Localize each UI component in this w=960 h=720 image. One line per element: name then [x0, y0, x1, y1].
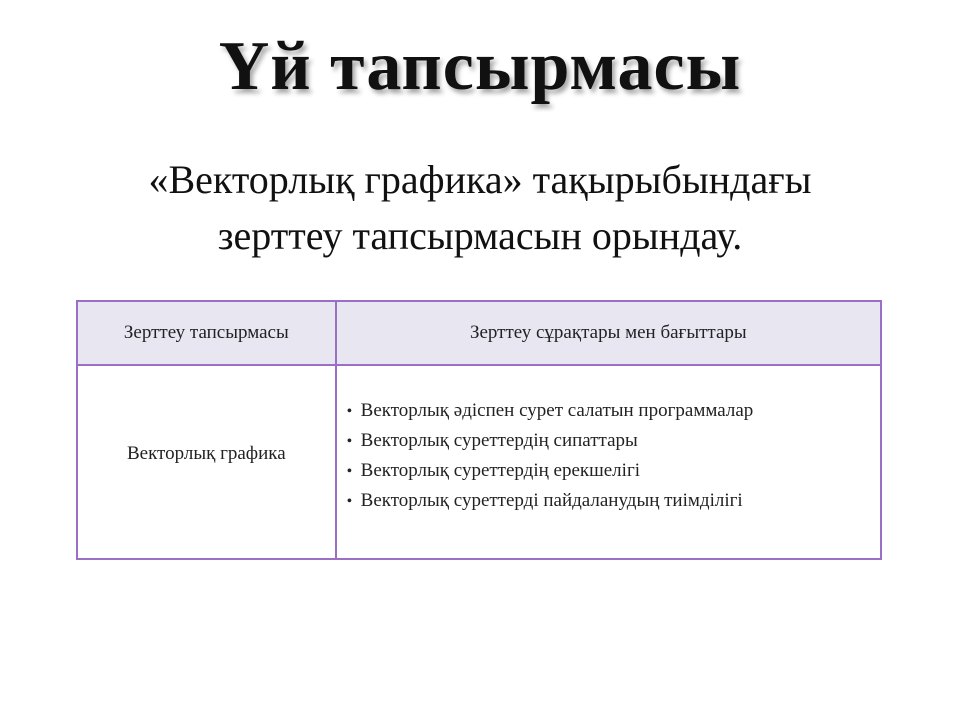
- question-text: Векторлық суреттерді пайдаланудың тиімділігі: [360, 490, 743, 511]
- slide-title: Үй тапсырмасы: [218, 28, 742, 105]
- list-item: [347, 396, 880, 426]
- list-item: [347, 426, 880, 456]
- header-research-questions: Зерттеу сұрақтары мен бағыттары: [336, 301, 881, 365]
- bullet-icon: •: [346, 463, 353, 480]
- question-text: Векторлық суреттердің сипаттары: [360, 430, 638, 451]
- list-item: [347, 486, 880, 516]
- bullet-icon: •: [346, 493, 353, 510]
- bullet-icon: •: [346, 433, 353, 450]
- question-text: Векторлық әдіспен сурет салатын программалар: [360, 400, 754, 421]
- subtitle-line-1: «Векторлық графика» тақырыбындағы: [148, 157, 812, 202]
- question-list: [347, 396, 880, 516]
- bullet-icon: •: [346, 403, 353, 420]
- question-text: Векторлық суреттердің ерекшелігі: [360, 460, 641, 481]
- list-item: [347, 456, 880, 486]
- slide-subtitle: [40, 152, 920, 264]
- research-task-table: [76, 300, 882, 560]
- header-research-task: Зерттеу тапсырмасы: [77, 301, 336, 365]
- table-row: [77, 365, 881, 559]
- subtitle-line-2: зерттеу тапсырмасын орындау.: [217, 213, 743, 258]
- questions-cell: [336, 365, 881, 559]
- table-header-row: [77, 301, 881, 365]
- task-cell: Векторлық графика: [77, 365, 336, 559]
